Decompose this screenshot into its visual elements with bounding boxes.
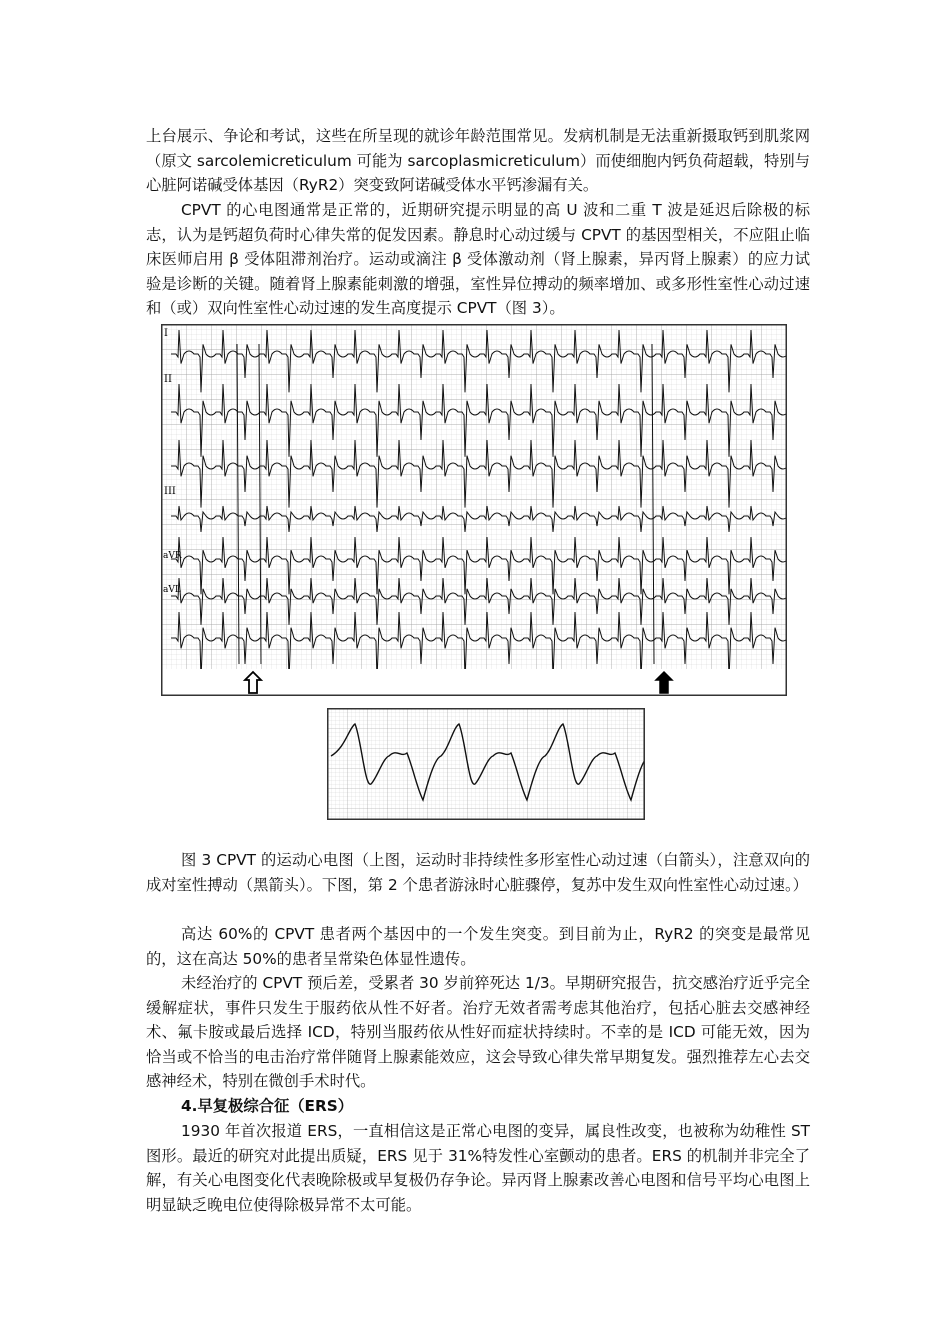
section-heading-ers: 4.早复极综合征（ERS） [181,1097,354,1115]
lead-label-avl: aVL [163,585,181,595]
ecg-grid [161,324,787,669]
lead-label-avr: aVR [163,551,182,561]
ecg-bidirectional-vt-figure [327,708,645,820]
figure-caption: 图 3 CPVT 的运动心电图（上图，运动时非持续性多形室性心动过速（白箭头），注意双向的成对室性搏动（黑箭头）。下图，第 2 个患者游泳时心脏骤停，复苏中发生双向性室性心动过速。） [146,851,810,894]
ecg-exercise-figure [161,324,787,696]
paragraph-genetics: 高达 60%的 CPVT 患者两个基因中的一个发生突变。到目前为止，RyR2 的突变是最常见的，这在高达 50%的患者呈常染色体显性遗传。 [146,925,810,968]
paragraph-pathogenesis: 上台展示、争论和考试，这些在所呈现的就诊年龄范围常见。发病机制是无法重新摄取钙到肌浆网（原文 sarcolemicreticulum 可能为 sarcoplasmicreticulum）而使细胞内钙负荷超载，特别与心脏阿诺碱受体基因（RyR2）突变致阿诺碱受体水平钙渗漏有关。 [146,127,810,194]
lead-label-iii: III [164,486,176,497]
lead-label-i: I [164,328,168,339]
paragraph-cpvt-ecg: CPVT 的心电图通常是正常的，近期研究提示明显的高 U 波和二重 T 波是延迟后除极的标志，认为是钙超负荷时心律失常的促发因素。静息时心动过缓与 CPVT 的基因型相关，不应阻止临床医师启用 β 受体阻滞剂治疗。运动或滴注 β 受体激动剂（肾上腺素，异丙肾上腺素）的应力试验是诊断的关键。随着肾上腺素能刺激的增强，室性异位搏动的频率增加、或多形性室性心动过速和（或）双向性室性心动过速的发生高度提示 CPVT（图 3）。 [146,201,810,317]
lead-label-ii: II [164,374,172,385]
paragraph-ers: 1930 年首次报道 ERS，一直相信这是正常心电图的变异，属良性改变，也被称为幼稚性 ST 图形。最近的研究对此提出质疑，ERS 见于 31%特发性心室颤动的患者。ERS 的机制并非完全了解，有关心电图变化代表晚除极或早复极仍存争论。异丙肾上腺素改善心电图和信号平均心电图上明显缺乏晚电位使得除极异常不太可能。 [146,1122,810,1214]
paragraph-prognosis: 未经治疗的 CPVT 预后差，受累者 30 岁前猝死达 1/3。早期研究报告，抗交感治疗近乎完全缓解症状，事件只发生于服药依从性不好者。治疗无效者需考虑其他治疗，包括心脏去交感神经术、氟卡胺或最后选择 ICD，特别当服药依从性好而症状持续时。不幸的是 ICD 可能无效，因为恰当或不恰当的电击治疗常伴随肾上腺素能效应，这会导致心律失常早期复发。强烈推荐左心去交感神经术，特别在微创手术时代。 [146,974,810,1090]
